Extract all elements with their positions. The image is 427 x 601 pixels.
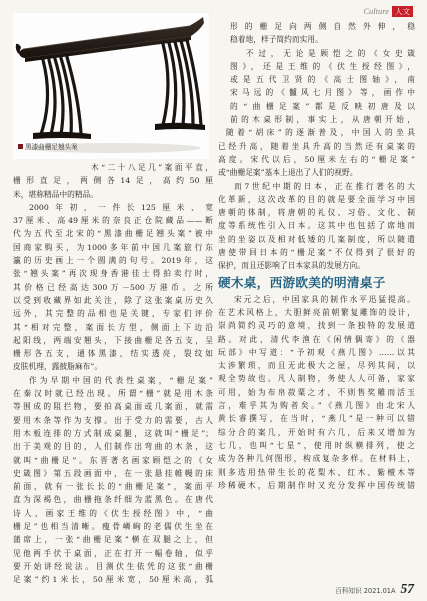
text-line: 坐的坐姿以及相对低矮的几案制度，所以随遣 — [218, 234, 415, 244]
text-line: 以受到收藏界如此关注，除了这张案桌历史久 — [13, 295, 213, 305]
journal-issue: 百科知识 2021.01A — [335, 587, 396, 595]
text-line: 黄长睿撰写，在当时，“燕几”是一种可以错 — [218, 414, 415, 424]
right-column — [218, 20, 415, 492]
text-line: 栅足”也相当清晰。瘦骨嶙峋的老儒伏生坐在 — [13, 522, 213, 532]
text-line: 综分合的案几，开始时有六几，后来又增加为 — [218, 427, 415, 437]
text-line: 瀛的历史画上一个圆满的句号。2019年，这 — [13, 256, 213, 266]
text-line: 宋马远的《髗风七月图》等，画作中 — [230, 88, 415, 98]
text-line: 形的栅足向两侧自然外伸，稳 — [230, 22, 415, 31]
text-line: 唐使带回日本的“栅足案”不仅得到了很好的 — [218, 248, 415, 258]
text-line: 前的木桌形制，事实上，从唐朝开始， — [230, 115, 415, 125]
text-line: 其价格已经高达300万－500万港币。之所 — [13, 282, 213, 292]
text-line: 的“曲栅足案”都是反映初唐及以 — [230, 101, 415, 111]
text-line: 史箴图》第五段画面中，在一张悬挂帷幔的床 — [13, 468, 213, 478]
text-line: 用木板连排的方式制成桌腿，这就叫“栅足”； — [13, 428, 213, 438]
section-header — [363, 5, 413, 17]
text-line: 皮肤机理，露披脂麻布”。 — [13, 362, 103, 372]
furniture-photo — [13, 13, 209, 159]
text-line: 木“二十八足几”案面平直， — [91, 163, 213, 172]
text-line: 度等系统性引入日本。这其中也包括了席地而 — [218, 221, 415, 231]
text-line: 在秦汉时就已经出现。所谓“栅”就是用木条 — [13, 389, 213, 399]
text-line: 要开始讲经说法。目测伏生依凭的这张“曲栅 — [13, 561, 213, 571]
text-line: 栅形各五支，通体黑漆，结实透亮，裂纹如 — [13, 349, 213, 359]
text-line: 保护，而且还影响了日本家具的发展方向。 — [218, 261, 366, 271]
text-line: 或是五代卫贤的《高士图轴》，南 — [230, 75, 415, 85]
text-line: 出于美观的目的，人们制作出弯曲的木条，这 — [13, 442, 213, 452]
text-line: 直为深褐色，曲栅拖条纤细为蓝黑色。在唐代 — [13, 495, 213, 505]
page-number: 57 — [400, 581, 414, 596]
left-column — [13, 161, 213, 587]
text-line: 前面，就有一张长长的“曲栅足案”，案面平 — [13, 482, 213, 492]
text-line: 唐朝的体制，将唐朝的礼仪、习俗、文化、制 — [218, 208, 415, 218]
text-line: 图》，还是王维的《伏生授经图》， — [230, 61, 415, 71]
text-line: 宋元之后，中国家具的制作水平迅猛提高。 — [234, 294, 415, 304]
text-line: 诗人、画家王维的《伏生授经图》中，“曲 — [13, 508, 213, 518]
text-line: 2000年初，一件长125厘米、宽 — [29, 202, 213, 212]
text-line: 起阳线，两端安翘头，下接曲栅足各五支，呈 — [13, 335, 213, 345]
page-footer — [335, 582, 414, 595]
caption-text: 黑漆曲栅足翘头案 — [25, 143, 78, 151]
text-line: 稳着地，样子简约而实用。 — [230, 35, 323, 45]
text-line: 观全势故也。凡人制物，务使人人可备，家家 — [218, 374, 415, 384]
photo-caption — [18, 141, 78, 151]
text-line: 蒲席上，一张“曲栅足案”横在双腿之上，但 — [13, 535, 213, 545]
text-line: 见他两手伏于桌面，正在打开一幅卷轴，似乎 — [13, 548, 213, 558]
text-line: 要用木条等作为支撑。出于受力的需要，古人 — [13, 415, 213, 425]
text-line: 崇尚简约灵巧的意境，找到一条独特的发展道 — [218, 321, 415, 331]
text-line: 不过，无论是顾恺之的《女史箴 — [246, 48, 415, 58]
caption-marker-icon — [18, 144, 23, 149]
text-line: 随着“胡床”的逐渐普及，中国人的坐具 — [226, 128, 415, 138]
text-line: 珍稀硬木，后期制作时又充分发挥中国传统错 — [218, 480, 415, 490]
text-line: 或“曲栅足案”基本上退出了人们的视野。 — [218, 168, 358, 178]
text-line: 高度。宋代以后，50厘米左右的“栅足案” — [218, 154, 415, 164]
text-line: 等围成的阻拦物，要拍高桌面或几案面，就需 — [13, 402, 213, 412]
text-line: 而7世纪中期的日本，正在推行著名的大 — [234, 181, 415, 191]
text-line: 栅形直足，两侧各14足，高约50厘 — [13, 176, 213, 186]
text-line: 路。对此，清代李渔在《闲情偶寄》的《器 — [218, 334, 415, 344]
section-label-cn: 人文 — [392, 6, 413, 17]
section-heading-wrap — [218, 274, 415, 292]
text-line: 可用，始为布帛菽粟之才，不则售奖雕而活玉 — [218, 387, 415, 397]
text-line: 张“翘头案”再次现身香港佳士得拍卖行时， — [13, 269, 213, 279]
text-line: 言，难乎其为购者矣。”《燕几图》由北宋人 — [218, 401, 415, 411]
text-line: 37厘米、高49厘米的奈良正仓院藏品——断 — [13, 216, 213, 226]
section-label-en: Culture — [363, 6, 389, 16]
text-line: 则多选用热带生长的花梨木、红木、紫檀木等 — [218, 467, 415, 477]
text-line: 作为早期中国的代表性桌案，“栅足案” — [29, 375, 213, 385]
text-line: 足案”约1米长，50厘米宽，50厘米高，弧 — [13, 575, 213, 585]
text-line: 化革新，这次改革的目的就是要全面学习中国 — [218, 194, 415, 204]
section-heading: 硬木桌，西游欧美的明清桌子 — [218, 274, 386, 290]
text-line: 其“相对完整，案面长方型，侧面上下边沿 — [13, 322, 213, 332]
text-line: 在艺术风格上，大胆鲜亮前朝繁复雕饰的设计， — [218, 307, 415, 317]
text-line: 玩部》中写道：“予初观《燕几图》……以其 — [218, 347, 415, 357]
text-line: 代为五代至北宋的“黑漆曲栅足翘头案”被中 — [13, 229, 213, 239]
text-line: 成为各种几何图形，构成复杂多样。在材料上， — [218, 454, 415, 464]
text-line: 七几，也叫“七星”，使用时纵横排列，使之 — [218, 440, 415, 450]
text-line: 就叫“曲栅足”。东晋著名画家顾恺之的《女 — [13, 455, 213, 465]
text-line: 国商家购买，为1000多年前中国几案旅行东 — [13, 242, 213, 252]
text-line: 已经升高，随着坐具升高的当然还有桌案的 — [218, 141, 415, 151]
text-line: 远外，其完整的品相也是关键，专家们评价 — [13, 309, 213, 319]
text-line: 太涉繁琐，而且无此极大之屋，尽列其间，以 — [218, 361, 415, 371]
text-line: 米，堪称精品中的精品。 — [13, 189, 99, 199]
